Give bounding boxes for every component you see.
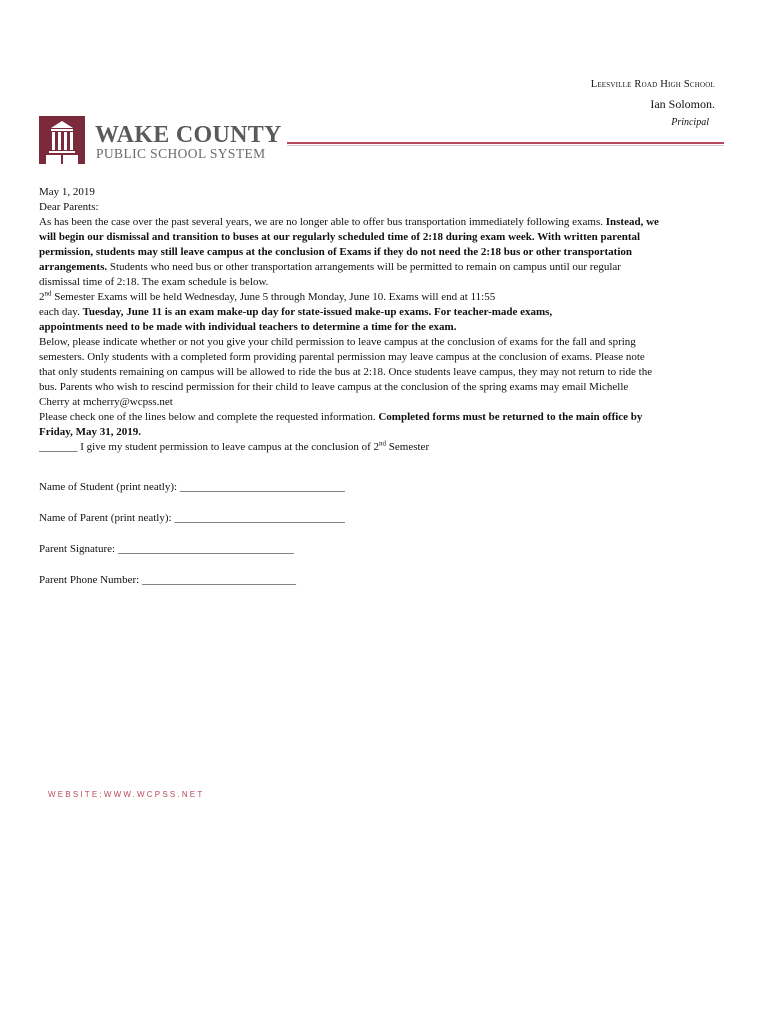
permission-superscript: nd: [379, 439, 387, 448]
p2-text-a: Semester Exams will be held Wednesday, June 5 through Monday, June 10. Exams will end at 11:55: [51, 291, 496, 303]
parent-name-field[interactable]: Name of Parent (print neatly): _______________________________: [39, 512, 345, 524]
parent-phone-field[interactable]: Parent Phone Number: ____________________________: [39, 574, 296, 586]
permission-text-a: _______ I give my student permission to leave campus at the conclusion of 2: [39, 441, 380, 453]
permission-text-b: Semester: [386, 441, 430, 453]
letter-body: [39, 185, 661, 588]
p2-bold: Tuesday, June 11 is an exam make-up day for state-issued make-up exams. For teacher-made exams, appointments need to be made with individual teachers to determine a time for the exam.: [39, 306, 553, 333]
paragraph-instructions: [39, 410, 661, 440]
logo-title: WAKE COUNTY: [95, 122, 282, 148]
paragraph-permission-info: Below, please indicate whether or not you give your child permission to leave campus at the conclusion of exams for the fall and spring semesters. Only students with a completed form providing parental permission may leave campus at the conclusion of exams. Please note that only students remaining on campus will be allowed to ride the bus at 2:18. Once students leave campus, they may not return to ride the bus. Parents who wish to rescind permission for their child to leave campus at the conclusion of the spring exams may email Michelle Cherry at mcherry@wcpss.net: [39, 336, 653, 408]
letter-greeting: Dear Parents:: [39, 201, 99, 213]
p2-text-b: each day.: [39, 306, 83, 318]
p2-number: 2: [39, 291, 45, 303]
principal-title: Principal: [671, 117, 709, 128]
parent-signature-field[interactable]: Parent Signature: ________________________________: [39, 543, 294, 555]
building-logo-icon: [39, 116, 85, 164]
letterhead-header: [591, 78, 715, 130]
paragraph-exam-schedule: [39, 290, 579, 335]
header-divider-shadow: [287, 145, 724, 146]
letter-date: May 1, 2019: [39, 186, 95, 198]
p2-superscript: nd: [44, 289, 52, 298]
permission-checkbox-line[interactable]: [39, 440, 661, 455]
p4-bold: Completed forms must be returned to the main office by Friday, May 31, 2019.: [39, 411, 643, 438]
logo-subtitle: PUBLIC SCHOOL SYSTEM: [96, 146, 266, 161]
p1-text-a: As has been the case over the past several years, we are no longer able to offer bus transportation immediately following exams.: [39, 216, 606, 228]
footer-website: WEBSITE:WWW.WCPSS.NET: [48, 790, 205, 799]
paragraph-bus-transportation: [39, 215, 661, 290]
p4-text-a: Please check one of the lines below and complete the requested information.: [39, 411, 379, 423]
header-divider: [287, 142, 724, 144]
school-name: Leesville Road High School: [590, 79, 715, 90]
p1-bold: Instead, we will begin our dismissal and transition to buses at our regularly scheduled time of 2:18 during exam week. With written parental permission, students may still leave campus at the conclusion of Exams if they do not need the 2:18 bus or other transportation arrangements.: [39, 216, 659, 273]
p1-text-c: Students who need bus or other transportation arrangements will be permitted to remain on campus until our regular dismissal time of 2:18. The exam schedule is below.: [39, 261, 621, 288]
principal-name: Ian Solomon.: [650, 97, 715, 111]
student-name-field[interactable]: Name of Student (print neatly): ______________________________: [39, 481, 345, 493]
